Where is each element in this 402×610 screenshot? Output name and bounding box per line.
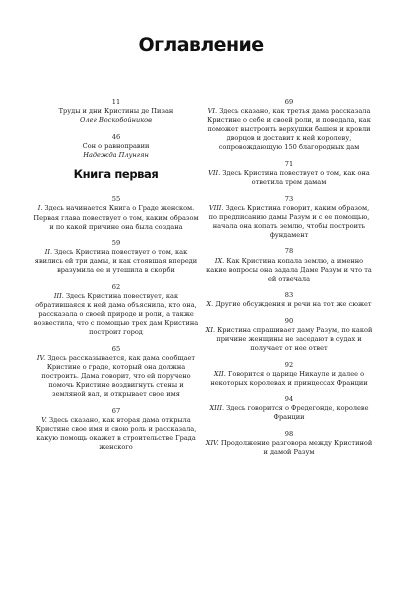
chapter-number: XII.	[213, 369, 226, 378]
page-number: 92	[284, 360, 294, 369]
entry-title: Продолжение разговора между Кристиной и дамой Разум	[220, 439, 373, 457]
entry-title: Здесь сказано, как вторая дама открыла Кристине свое имя и свою роль и рассказала, какую помощь окажет в строительстве Града женского	[35, 415, 197, 452]
entry-title: Труды и дни Кристины де Пизан	[58, 107, 174, 116]
entry-author: Олег Воскобойников	[80, 116, 152, 125]
toc-entry[interactable]	[32, 195, 200, 231]
page-title: Оглавление	[138, 34, 264, 56]
chapter-number: IX.	[214, 256, 225, 265]
chapter-number: III.	[53, 291, 64, 300]
chapter-number: II.	[44, 248, 53, 257]
entry-author: Надежда Плунгян	[83, 150, 149, 159]
entry-title: Как Кристина копала землю, а именно какие вопросы она задала Даме Разум и что та ей отвечала	[206, 256, 372, 283]
page-number: 98	[284, 429, 294, 438]
toc-entry[interactable]	[205, 430, 373, 457]
page-number: 78	[284, 247, 294, 256]
page-number: 83	[284, 291, 294, 300]
entry-title: Здесь Кристина повествует о том, как она ответила трем дамам	[222, 169, 370, 187]
page-number: 67	[111, 406, 121, 415]
toc-entry[interactable]	[205, 361, 373, 388]
chapter-number: XI.	[205, 325, 216, 334]
chapter-number: VII.	[208, 169, 221, 178]
entry-title: Здесь начинается Книга о Граде женском. Первая глава повествует о том, каким образом и по какой причине она была создана	[33, 204, 199, 231]
toc-entry[interactable]	[205, 98, 373, 153]
toc-entry[interactable]	[205, 160, 373, 187]
toc-left-column	[32, 98, 200, 460]
entry-title: Другие обсуждения и речи на тот же сюжет	[215, 300, 372, 309]
page-number: 90	[284, 316, 294, 325]
chapter-number: I.	[37, 204, 43, 213]
chapter-number: XIII.	[209, 404, 225, 413]
entry-title: Кристина спрашивает даму Разум, по какой причине женщины не заседают в судах и получает от нее ответ	[216, 325, 373, 353]
chapter-number: X.	[206, 300, 214, 309]
toc-entry[interactable]	[205, 395, 373, 422]
entry-title: Здесь рассказывается, как дама сообщает Кристине о граде, который она должна построить. Дама говорит, что ей поручено помочь Кристине воздвигнуть стены и земляной вал, и открывает свое имя	[41, 353, 196, 399]
entry-title: Здесь говорится о Фредегонде, королеве Франции	[226, 404, 369, 422]
toc-right-column	[205, 98, 373, 465]
page-number: 55	[111, 195, 121, 204]
chapter-number: XIV.	[205, 439, 219, 448]
page-number: 46	[111, 132, 121, 141]
entry-title: Здесь Кристина повествует о том, как явились ей три дамы, и как стоявшая впереди вразумила ее и утешила в скорби	[34, 248, 198, 275]
toc-entry[interactable]	[205, 317, 373, 353]
chapter-number: VI.	[207, 107, 218, 116]
toc-entry[interactable]	[32, 133, 200, 160]
entry-title: Здесь Кристина говорит, каким образом, по предписанию дамы Разум и с ее помощью, начала она копать землю, чтобы построить фундамент	[208, 203, 370, 239]
toc-entry[interactable]	[32, 98, 200, 125]
entry-title: Сон о равноправии	[82, 141, 150, 150]
chapter-number: V.	[41, 415, 47, 424]
entry-title: Здесь сказано, как третья дама рассказала Кристине о себе и своей роли, и поведала, как поможет выстроить верхушки башен и кровли дворцов и доставит к ней королеву, сопровождающую 150 благородных дам	[207, 107, 371, 152]
toc-entry[interactable]	[32, 283, 200, 338]
chapter-number: VIII.	[208, 203, 224, 212]
page-number: 59	[111, 239, 121, 248]
page-number: 71	[284, 159, 294, 168]
page-number: 73	[284, 194, 294, 203]
toc-entry[interactable]	[205, 291, 373, 309]
entry-title: Здесь Кристина повествует, как обратившаяся к ней дама объяснила, кто она, рассказала о своей природе и роли, а также возвестила, что с помощью трех дам Кристина построит город	[33, 291, 199, 337]
page-number: 11	[111, 98, 121, 106]
entry-title: Говорится о царице Никауле и далее о некоторых королевах и принцессах Франции	[210, 369, 368, 387]
toc-entry[interactable]	[32, 407, 200, 452]
page-number: 65	[111, 344, 121, 353]
page-number: 69	[284, 98, 294, 106]
toc-entry[interactable]	[32, 345, 200, 400]
page-number: 62	[111, 282, 121, 291]
toc-entry[interactable]	[205, 195, 373, 240]
toc-entry[interactable]	[32, 239, 200, 275]
chapter-number: IV.	[36, 353, 46, 362]
toc-entry[interactable]	[205, 247, 373, 283]
section-heading: Книга первая	[73, 167, 159, 182]
page-number: 94	[284, 395, 294, 404]
